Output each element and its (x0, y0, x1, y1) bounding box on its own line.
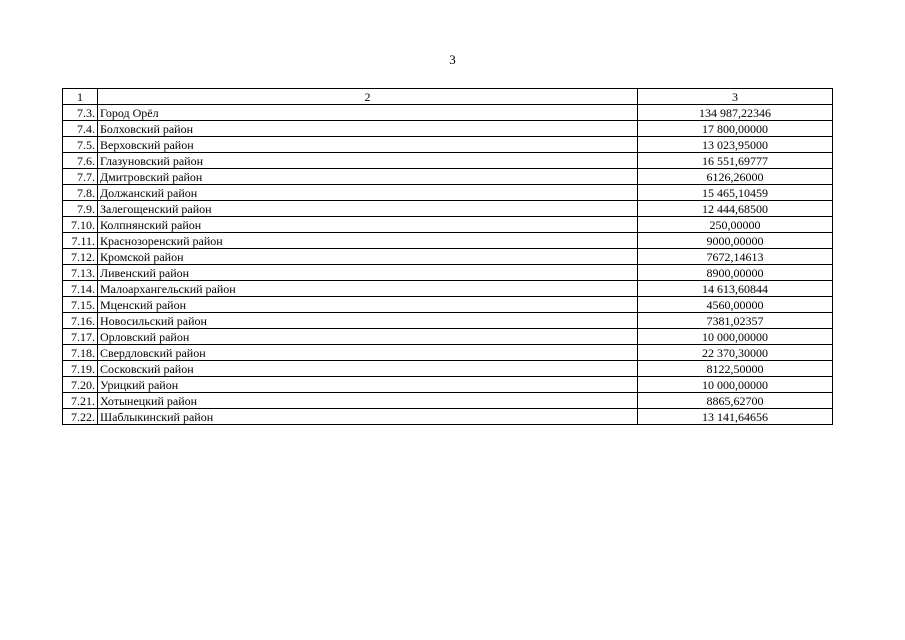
table-row (63, 409, 833, 425)
row-number-cell: 7.13. (63, 265, 98, 281)
amount-cell: 12 444,68500 (638, 201, 833, 217)
table-row (63, 313, 833, 329)
page-number: 3 (449, 52, 456, 67)
row-number-cell: 7.12. (63, 249, 98, 265)
header-col-3: 3 (638, 89, 833, 105)
header-col-1: 1 (63, 89, 98, 105)
amount-cell: 22 370,30000 (638, 345, 833, 361)
district-name-cell: Ливенский район (98, 265, 638, 281)
district-name-cell: Колпнянский район (98, 217, 638, 233)
table-row (63, 345, 833, 361)
table-row (63, 169, 833, 185)
district-name-cell: Малоархангельский район (98, 281, 638, 297)
row-number-cell: 7.9. (63, 201, 98, 217)
table-body (63, 89, 833, 425)
row-number-cell: 7.6. (63, 153, 98, 169)
district-name-cell: Свердловский район (98, 345, 638, 361)
table-row (63, 377, 833, 393)
amount-cell: 15 465,10459 (638, 185, 833, 201)
district-name-cell: Мценский район (98, 297, 638, 313)
district-name-cell: Город Орёл (98, 105, 638, 121)
row-number-cell: 7.17. (63, 329, 98, 345)
table-row (63, 265, 833, 281)
district-name-cell: Хотынецкий район (98, 393, 638, 409)
row-number-cell: 7.4. (63, 121, 98, 137)
allocation-table (62, 88, 833, 425)
table-row (63, 153, 833, 169)
amount-cell: 8865,62700 (638, 393, 833, 409)
row-number-cell: 7.16. (63, 313, 98, 329)
district-name-cell: Шаблыкинский район (98, 409, 638, 425)
amount-cell: 17 800,00000 (638, 121, 833, 137)
row-number-cell: 7.11. (63, 233, 98, 249)
amount-cell: 8122,50000 (638, 361, 833, 377)
table-row (63, 217, 833, 233)
district-name-cell: Глазуновский район (98, 153, 638, 169)
amount-cell: 6126,26000 (638, 169, 833, 185)
district-name-cell: Верховский район (98, 137, 638, 153)
table-row (63, 281, 833, 297)
row-number-cell: 7.14. (63, 281, 98, 297)
amount-cell: 134 987,22346 (638, 105, 833, 121)
district-name-cell: Урицкий район (98, 377, 638, 393)
row-number-cell: 7.15. (63, 297, 98, 313)
amount-cell: 14 613,60844 (638, 281, 833, 297)
table-row (63, 185, 833, 201)
table-row (63, 121, 833, 137)
row-number-cell: 7.5. (63, 137, 98, 153)
row-number-cell: 7.10. (63, 217, 98, 233)
district-name-cell: Новосильский район (98, 313, 638, 329)
table-row (63, 249, 833, 265)
district-name-cell: Орловский район (98, 329, 638, 345)
amount-cell: 16 551,69777 (638, 153, 833, 169)
district-name-cell: Краснозоренский район (98, 233, 638, 249)
row-number-cell: 7.22. (63, 409, 98, 425)
amount-cell: 13 023,95000 (638, 137, 833, 153)
amount-cell: 10 000,00000 (638, 329, 833, 345)
amount-cell: 9000,00000 (638, 233, 833, 249)
amount-cell: 10 000,00000 (638, 377, 833, 393)
row-number-cell: 7.7. (63, 169, 98, 185)
row-number-cell: 7.8. (63, 185, 98, 201)
table-row (63, 329, 833, 345)
table-row (63, 297, 833, 313)
amount-cell: 250,00000 (638, 217, 833, 233)
table-row (63, 361, 833, 377)
amount-cell: 4560,00000 (638, 297, 833, 313)
row-number-cell: 7.19. (63, 361, 98, 377)
table-row (63, 233, 833, 249)
amount-cell: 13 141,64656 (638, 409, 833, 425)
row-number-cell: 7.18. (63, 345, 98, 361)
district-name-cell: Залегощенский район (98, 201, 638, 217)
row-number-cell: 7.21. (63, 393, 98, 409)
header-col-2: 2 (98, 89, 638, 105)
district-name-cell: Кромской район (98, 249, 638, 265)
row-number-cell: 7.20. (63, 377, 98, 393)
table-row (63, 105, 833, 121)
table-row (63, 393, 833, 409)
amount-cell: 8900,00000 (638, 265, 833, 281)
table-row (63, 137, 833, 153)
table-row (63, 201, 833, 217)
district-name-cell: Сосковский район (98, 361, 638, 377)
amount-cell: 7381,02357 (638, 313, 833, 329)
district-name-cell: Должанский район (98, 185, 638, 201)
district-name-cell: Дмитровский район (98, 169, 638, 185)
row-number-cell: 7.3. (63, 105, 98, 121)
table-header-row (63, 89, 833, 105)
district-name-cell: Болховский район (98, 121, 638, 137)
amount-cell: 7672,14613 (638, 249, 833, 265)
